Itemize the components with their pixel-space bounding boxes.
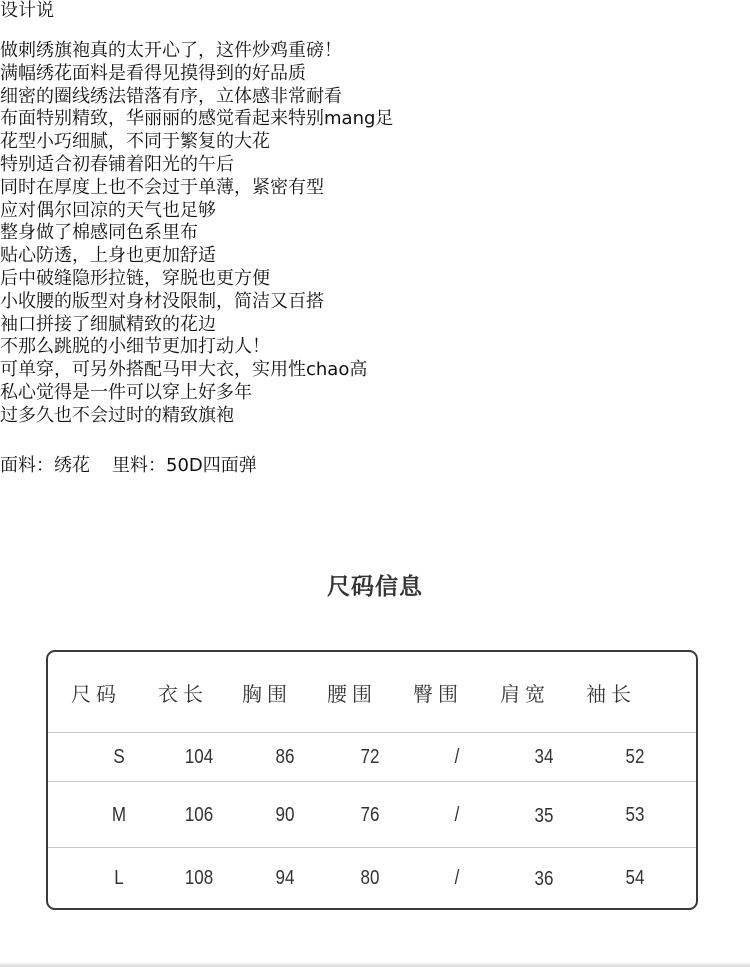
- cell-size: M: [111, 803, 127, 826]
- lining-label: 里料：50D四面弹: [112, 455, 257, 476]
- cell-waist: 80: [360, 867, 380, 889]
- description-line: 同时在厚度上也不会过于单薄，紧密有型: [0, 176, 324, 198]
- description-lines: [0, 40, 750, 428]
- description-line: 做刺绣旗袍真的太开心了，这件炒鸡重磅！: [0, 40, 342, 61]
- column-header-length: 衣长: [158, 681, 208, 706]
- size-table: [46, 650, 698, 910]
- description-line: 可单穿，可另外搭配马甲大衣，实用性chao高: [0, 359, 368, 381]
- cell-length: 108: [184, 867, 214, 889]
- cell-bust: 86: [275, 746, 295, 768]
- cell-size: S: [113, 746, 125, 768]
- design-description: [0, 0, 750, 428]
- description-line: 特别适合初春铺着阳光的午后: [0, 153, 234, 175]
- table-row: [48, 732, 696, 782]
- cell-sleeve: 52: [625, 746, 645, 768]
- cell-hip: /: [454, 803, 460, 826]
- description-title: 设计说: [0, 0, 54, 21]
- cell-shoulder: 36: [534, 868, 554, 890]
- cell-bust: 90: [275, 803, 295, 826]
- column-header-bust: 胸围: [242, 681, 292, 706]
- description-line: 花型小巧细腻，不同于繁复的大花: [0, 131, 270, 153]
- cell-sleeve: 53: [625, 803, 645, 826]
- cell-shoulder: 34: [534, 746, 554, 768]
- material-info: [0, 455, 257, 477]
- size-info-heading: 尺码信息: [327, 574, 423, 600]
- fabric-label: 面料：绣花: [0, 455, 90, 476]
- table-row: [48, 781, 696, 848]
- cell-size: L: [114, 867, 124, 889]
- cell-bust: 94: [275, 867, 295, 889]
- cell-shoulder: 35: [534, 805, 554, 827]
- column-header-sleeve: 袖长: [586, 681, 636, 706]
- cell-hip: /: [454, 867, 460, 889]
- description-line: 贴心防透，上身也更加舒适: [0, 245, 216, 267]
- cell-sleeve: 54: [625, 867, 645, 889]
- description-line: 袖口拼接了细腻精致的花边: [0, 313, 216, 335]
- cell-length: 106: [184, 803, 214, 826]
- description-line: 布面特别精致，华丽丽的感觉看起来特别mang足: [0, 108, 394, 130]
- column-header-hip: 臀围: [413, 681, 463, 706]
- description-line: 细密的圈线绣法错落有序，立体感非常耐看: [0, 85, 342, 107]
- description-line: 后中破缝隐形拉链，穿脱也更方便: [0, 267, 270, 289]
- description-line: 过多久也不会过时的精致旗袍: [0, 404, 234, 426]
- description-line: 小收腰的版型对身材没限制，简洁又百搭: [0, 290, 324, 312]
- size-table-header-row: [48, 652, 696, 732]
- cell-waist: 76: [360, 803, 380, 826]
- description-line: 满幅绣花面料是看得见摸得到的好品质: [0, 62, 306, 84]
- cell-waist: 72: [360, 746, 380, 768]
- column-header-waist: 腰围: [327, 681, 377, 706]
- description-line: 私心觉得是一件可以穿上好多年: [0, 381, 252, 403]
- description-line: 不那么跳脱的小细节更加打动人！: [0, 336, 270, 358]
- table-row: [48, 847, 696, 909]
- column-header-shoulder: 肩宽: [500, 681, 550, 706]
- cell-hip: /: [454, 746, 460, 768]
- cell-length: 104: [184, 746, 214, 768]
- description-line: 应对偶尔回凉的天气也足够: [0, 199, 216, 221]
- description-line: 整身做了棉感同色系里布: [0, 222, 198, 244]
- bottom-divider: [0, 962, 750, 967]
- column-header-size: 尺码: [71, 681, 121, 706]
